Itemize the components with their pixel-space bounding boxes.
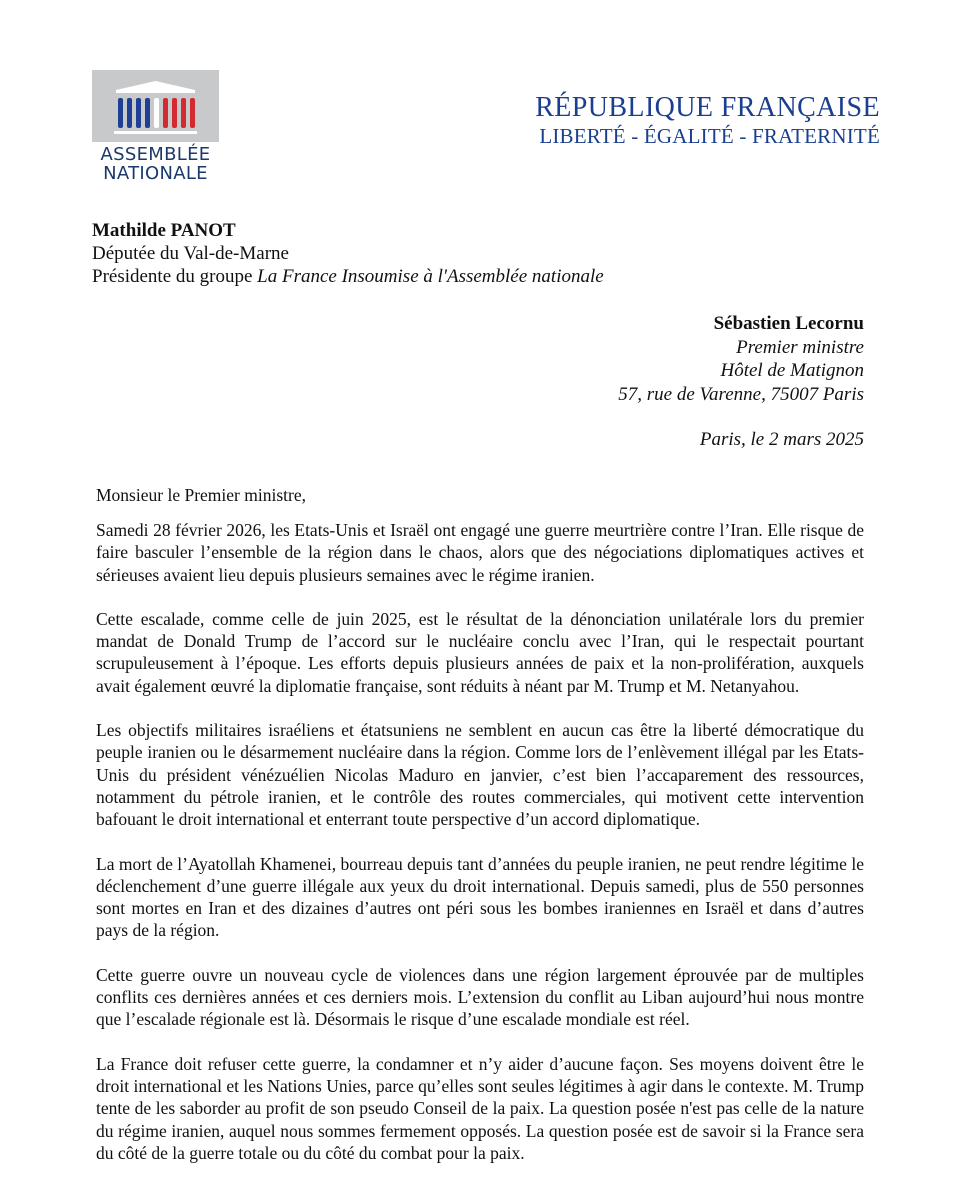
recipient-title: Premier ministre	[736, 336, 864, 358]
logo-line-1: ASSEMBLÉE	[100, 144, 211, 165]
recipient-office: Hôtel de Matignon	[720, 360, 864, 381]
republic-motto: LIBERTÉ - ÉGALITÉ - FRATERNITÉ	[539, 124, 880, 148]
sender-name: Mathilde PANOT	[92, 220, 236, 241]
body-paragraph-3: Les objectifs militaires israéliens et étatsuniens ne semblent en aucun cas être la liberté démocratique du peuple iranien ou le désarmement nucléaire dans la région. Comme lors de l’enlèvement illégal par les Etats-Unis du président vénézuélien Nicolas Maduro en janvier, c’est bien l’accaparement des ressources, notamment du pétrole iranien, et le contrôle des routes commerciales, qui motivent cette intervention bafouant le droit international et enterrant toute perspective d’un accord diplomatique.	[96, 720, 864, 830]
assemblee-nationale-logo	[92, 70, 219, 186]
republic-header	[535, 92, 880, 148]
body-paragraph-4: La mort de l’Ayatollah Khamenei, bourreau depuis tant d’années du peuple iranien, ne peut rendre légitime le déclenchement d’une guerre illégale aux yeux du droit international. Depuis samedi, plus de 550 personnes sont mortes en Iran et des dizaines d’autres ont péri sous les bombes iraniennes en Israël et dans d’autres pays de la région.	[96, 853, 864, 941]
body-paragraph-6: La France doit refuser cette guerre, la condamner et n’y aider d’aucune façon. Ses moyens doivent être le droit international et les Nations Unies, parce qu’elles sont seules légitimes à agir dans le contexte. M. Trump tente de les saborder au profit de son pseudo Conseil de la paix. La question posée n'est pas celle de la nature du régime iranien, auquel nous sommes fermement opposés. La question posée est de savoir si la France sera du côté de la guerre totale ou du côté du combat pour la paix.	[96, 1053, 864, 1163]
hemicycle-columns-graphic	[92, 70, 219, 142]
letter-date: Paris, le 2 mars 2025	[699, 429, 864, 450]
letter-body	[96, 519, 864, 1186]
salutation: Monsieur le Premier ministre,	[96, 485, 306, 505]
sender-group-prefix: Présidente du groupe	[92, 266, 258, 287]
sender-group	[92, 265, 604, 288]
body-paragraph-1: Samedi 28 février 2026, les Etats-Unis et Israël ont engagé une guerre meurtrière contre l’Iran. Elle risque de faire basculer l’ensemble de la région dans le chaos, alors que des négociations diplomatiques actives et sérieuses avaient lieu depuis plusieurs semaines avec le régime iranien.	[96, 520, 864, 585]
body-paragraph-2: Cette escalade, comme celle de juin 2025, est le résultat de la dénonciation unilatérale lors du premier mandat de Donald Trump de l’accord sur le nucléaire conclu avec l’Iran, qui le respectait pourtant scrupuleusement à l’époque. Les efforts depuis plusieurs années de paix et la non-prolifération, auxquels avait également œuvré la diplomatie française, sont réduits à néant par M. Trump et M. Netanyahou.	[96, 608, 864, 696]
sender-role: Députée du Val-de-Marne	[92, 243, 289, 264]
recipient-name: Sébastien Lecornu	[713, 313, 864, 334]
recipient-block	[618, 312, 864, 406]
republic-title: RÉPUBLIQUE FRANÇAISE	[535, 92, 880, 123]
recipient-address: 57, rue de Varenne, 75007 Paris	[618, 383, 864, 405]
logo-line-2: NATIONALE	[103, 163, 208, 184]
sender-block	[92, 219, 604, 288]
sender-group-name: La France Insoumise à l'Assemblée nationale	[257, 266, 604, 287]
hemicycle-emblem	[92, 70, 219, 142]
body-paragraph-5: Cette guerre ouvre un nouveau cycle de violences dans une région largement éprouvée par de multiples conflits ces dernières années et ces derniers mois. L’extension du conflit au Liban aujourd’hui nous montre que l’escalade régionale est là. Désormais le risque d’une escalade mondiale est réel.	[96, 964, 864, 1030]
